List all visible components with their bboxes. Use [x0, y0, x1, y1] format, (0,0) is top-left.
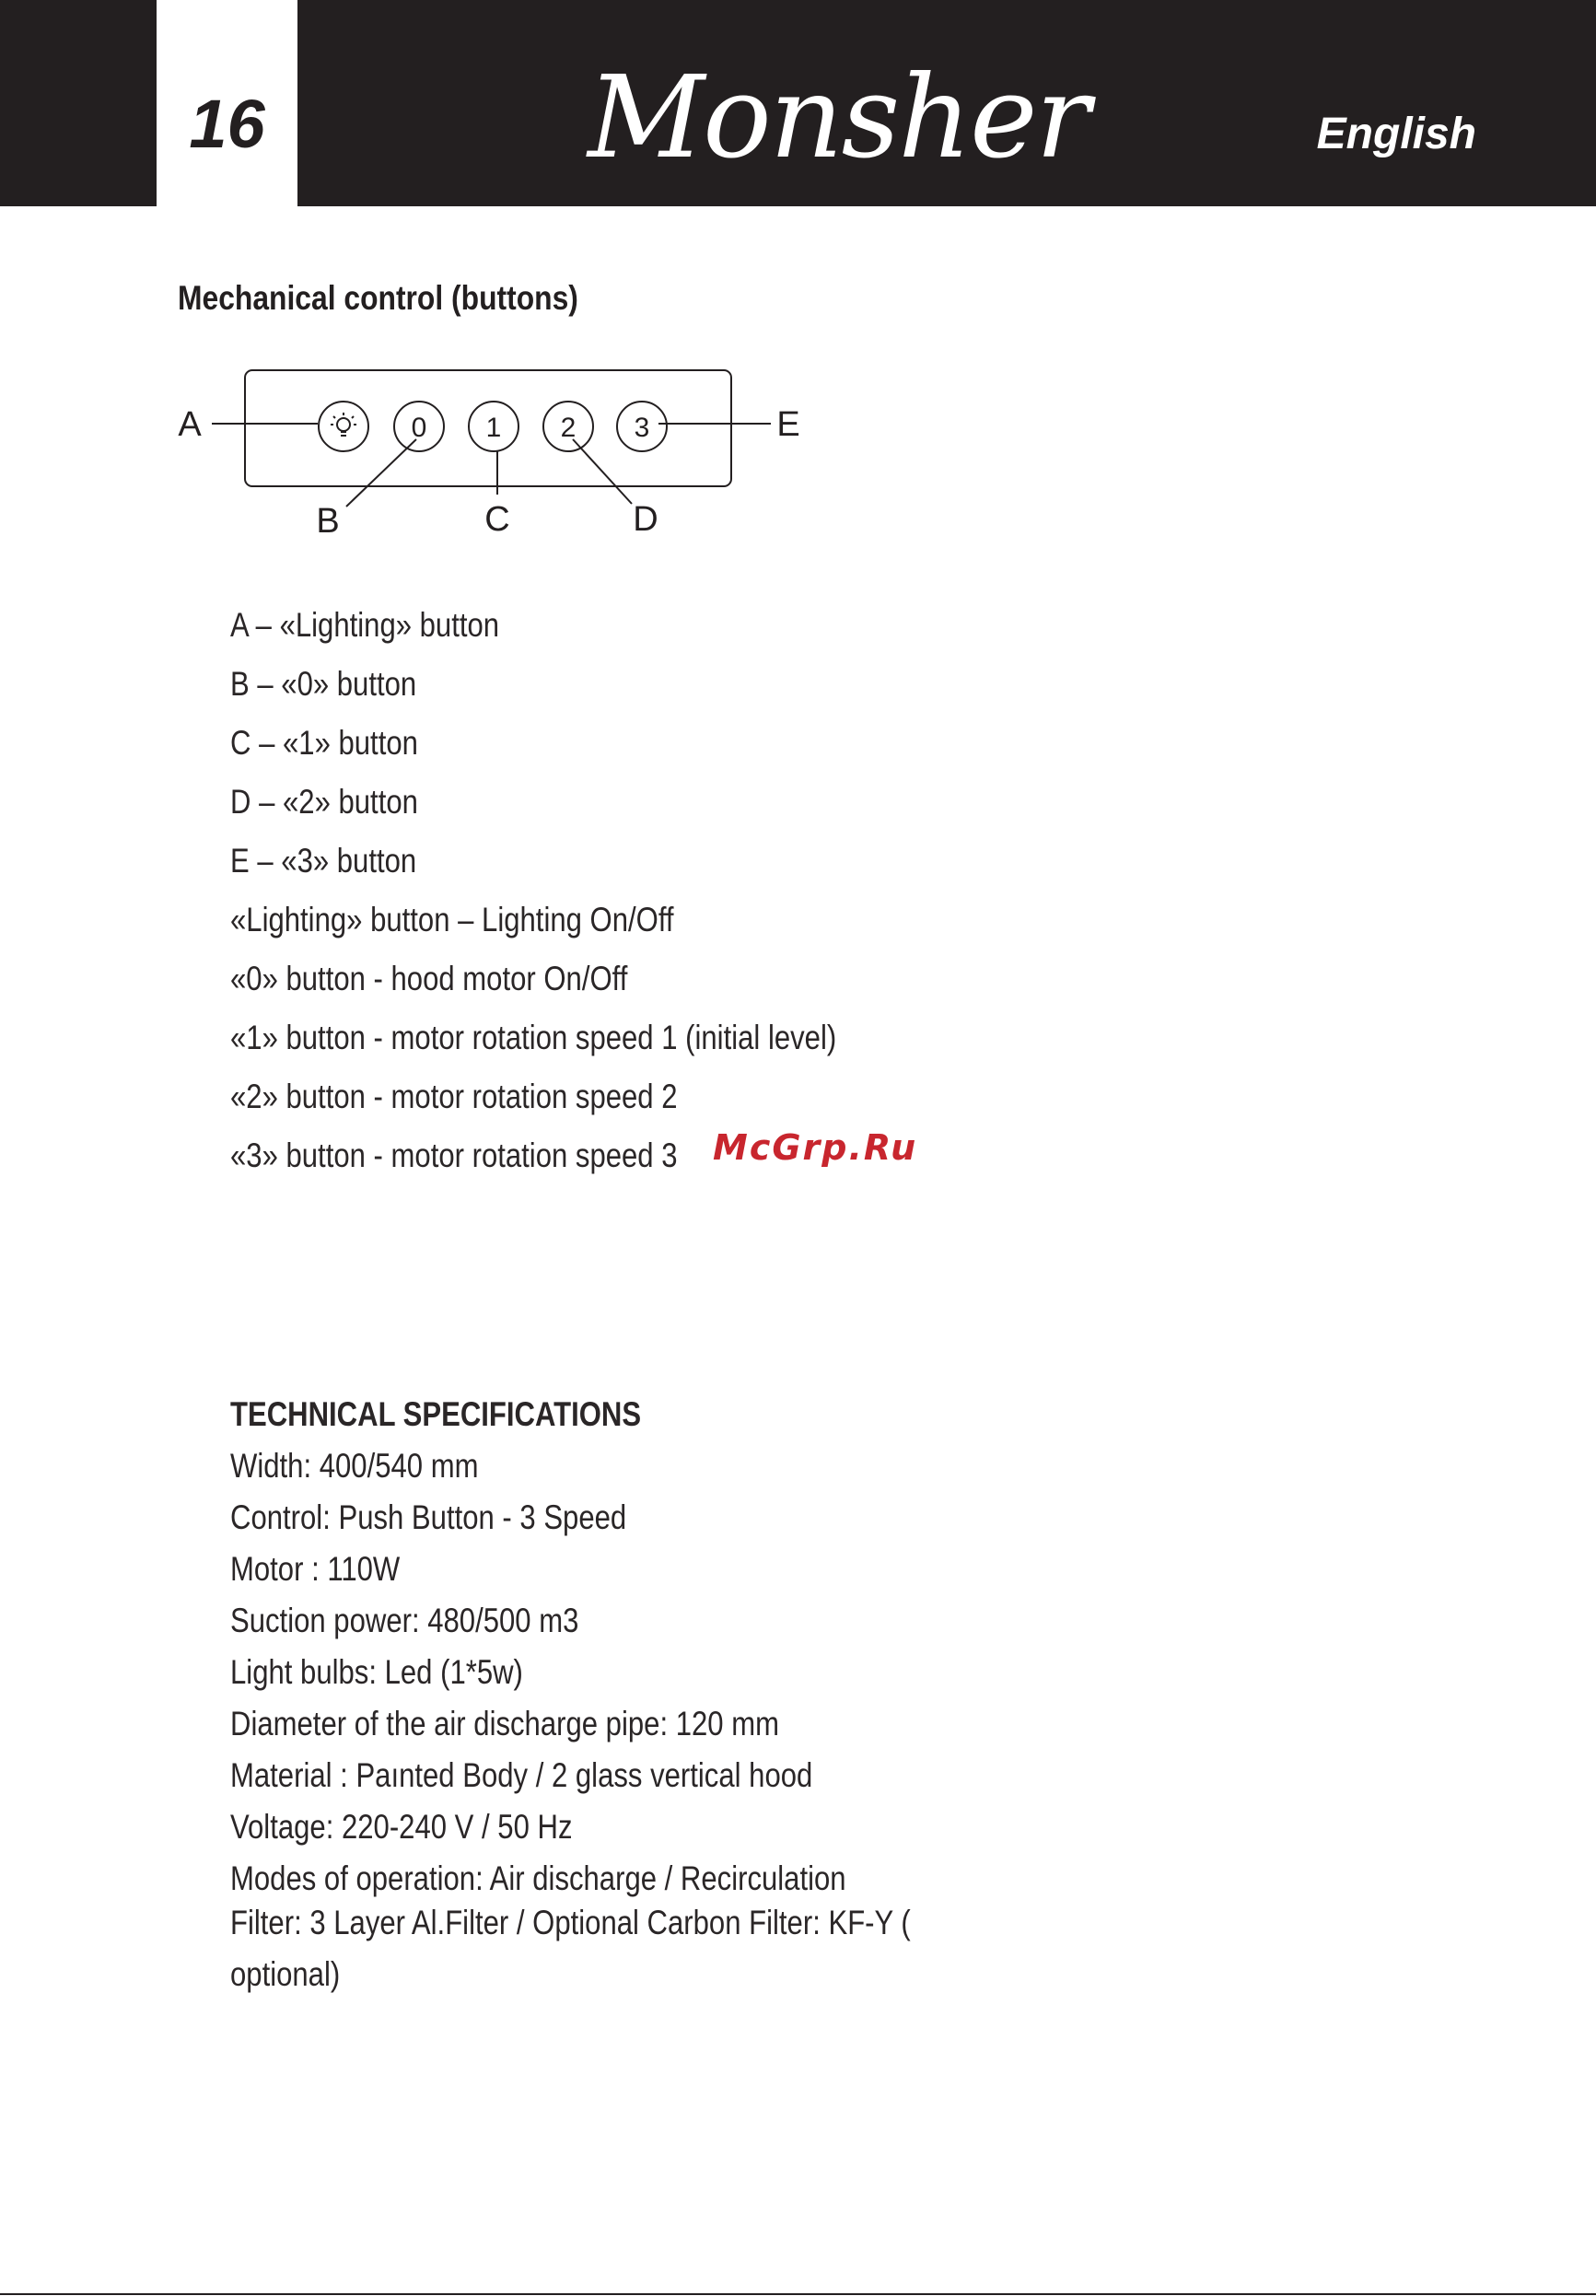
spec-line: Material : Paınted Body / 2 glass vertical hood — [230, 1756, 813, 1794]
callout-a: A — [178, 405, 202, 444]
callout-c: C — [484, 500, 510, 539]
spec-line: Modes of operation: Air discharge / Recirculation — [230, 1859, 846, 1897]
control-panel-diagram — [166, 355, 829, 548]
page-number: 16 — [189, 86, 265, 162]
technical-specifications — [230, 1392, 911, 2003]
list-item: A – «Lighting» button — [230, 606, 500, 644]
spec-line: optional) — [230, 1955, 341, 1993]
spec-line: Suction power: 480/500 m3 — [230, 1602, 579, 1639]
page-number-box — [157, 0, 297, 206]
spec-line: Voltage: 220-240 V / 50 Hz — [230, 1808, 573, 1846]
button-description-list — [230, 602, 836, 1192]
list-item: «0» button - hood motor On/Off — [230, 960, 628, 997]
list-item: E – «3» button — [230, 842, 417, 880]
spec-line: Motor : 110W — [230, 1550, 401, 1588]
button-0 — [394, 402, 444, 451]
callout-e: E — [776, 405, 800, 444]
spec-line: Diameter of the air discharge pipe: 120 mm — [230, 1705, 779, 1742]
brand-logo: Monsher — [588, 52, 1089, 184]
spec-line: Control: Push Button - 3 Speed — [230, 1498, 627, 1536]
language-label: English — [1316, 110, 1476, 158]
callout-line-d — [573, 439, 632, 504]
button-3-label: 3 — [634, 413, 650, 443]
footer-line — [0, 2293, 1596, 2295]
specs-title: TECHNICAL SPECIFICATIONS — [230, 1395, 642, 1433]
button-2 — [543, 402, 593, 451]
list-item: «1» button - motor rotation speed 1 (initial level) — [230, 1019, 837, 1056]
callout-b: B — [316, 502, 340, 541]
list-item: D – «2» button — [230, 783, 418, 821]
list-item: B – «0» button — [230, 665, 417, 703]
list-item: «2» button - motor rotation speed 2 — [230, 1078, 678, 1115]
header-bar — [0, 0, 1596, 206]
callout-line-b — [346, 439, 416, 507]
spec-line: Light bulbs: Led (1*5w) — [230, 1653, 523, 1691]
section-title: Mechanical control (buttons) — [178, 279, 578, 317]
watermark: McGrp.Ru — [713, 1127, 918, 1168]
list-item: «Lighting» button – Lighting On/Off — [230, 901, 674, 938]
button-1-label: 1 — [485, 413, 502, 443]
spec-line: Filter: 3 Layer Al.Filter / Optional Carbon Filter: KF-Y ( — [230, 1904, 911, 1941]
lighting-button — [319, 402, 368, 451]
list-item: C – «1» button — [230, 724, 418, 762]
spec-line: Width: 400/540 mm — [230, 1447, 479, 1485]
list-item: «3» button - motor rotation speed 3 — [230, 1136, 678, 1174]
button-3 — [617, 402, 667, 451]
button-0-label: 0 — [411, 413, 427, 443]
button-2-label: 2 — [560, 413, 577, 443]
callout-d: D — [633, 500, 658, 539]
button-1 — [469, 402, 518, 451]
